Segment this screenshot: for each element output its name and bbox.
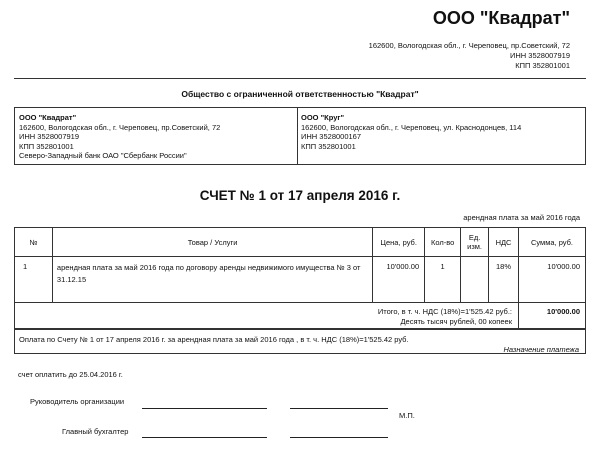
- accountant-label: Главный бухгалтер: [62, 427, 129, 436]
- row-price: 10'000.00: [373, 257, 425, 303]
- supplier-block: [19, 113, 220, 161]
- column-header: НДС: [489, 228, 519, 257]
- accountant-signature-line: [142, 437, 267, 438]
- row-item: арендная плата за май 2016 года по договору аренды недвижимого имущества № 3 от 31.12.15: [52, 257, 372, 303]
- supplier-address: 162600, Вологодская обл., г. Череповец, пр.Советский, 72: [19, 122, 221, 132]
- header-divider: [14, 78, 586, 79]
- company-kpp: КПП 352801001: [515, 61, 570, 71]
- invoice-table: [14, 227, 586, 329]
- buyer-address: 162600, Вологодская обл., г. Череповец, ул. Краснодонцев, 114: [301, 122, 522, 132]
- buyer-block: [301, 113, 521, 151]
- column-header: Цена, руб.: [373, 228, 425, 257]
- director-label: Руководитель организации: [30, 397, 125, 406]
- invoice-subject: арендная плата за май 2016 года: [463, 213, 580, 222]
- buyer-kpp: КПП 352801001: [301, 141, 356, 151]
- stamp-label: М.П.: [399, 411, 415, 420]
- payment-purpose-caption: Назначение платежа: [503, 345, 579, 354]
- organization-full-name: Общество с ограниченной ответственностью "Квадрат": [181, 89, 419, 99]
- column-header: Сумма, руб.: [519, 228, 586, 257]
- accountant-name-line: [290, 437, 388, 438]
- row-vat: 18%: [489, 257, 519, 303]
- company-name: ООО "Квадрат": [432, 8, 570, 28]
- invoice-title: СЧЕТ № 1 от 17 апреля 2016 г.: [199, 188, 401, 203]
- column-header: №: [15, 228, 53, 257]
- buyer-inn: ИНН 3528000167: [301, 132, 362, 142]
- totals-vat-line: Итого, в т. ч. НДС (18%)=1'525.42 руб.:: [377, 307, 512, 316]
- table-header-row: [15, 228, 586, 257]
- supplier-inn: ИНН 3528007919: [19, 132, 80, 142]
- totals-row: [15, 303, 586, 329]
- column-header: Кол-во: [425, 228, 461, 257]
- row-unit: [461, 257, 489, 303]
- parties-divider: [297, 108, 298, 164]
- column-header: Ед. изм.: [461, 228, 489, 257]
- company-details: [369, 41, 570, 72]
- company-inn: ИНН 3528007919: [509, 51, 570, 61]
- supplier-name: ООО "Квадрат": [19, 113, 77, 122]
- table-row: [15, 257, 586, 303]
- row-sum: 10'000.00: [519, 257, 586, 303]
- supplier-bank: Северо-Западный банк ОАО "Сбербанк России": [19, 151, 187, 161]
- supplier-kpp: КПП 352801001: [19, 141, 74, 151]
- totals-cell: [15, 303, 519, 329]
- payment-purpose-text: Оплата по Счету № 1 от 17 апреля 2016 г. за арендная плата за май 2016 года , в т. ч. НДС (18%)=1'525.42 руб.: [19, 335, 409, 344]
- payment-purpose-box: [14, 329, 586, 354]
- totals-in-words: Десять тысяч рублей, 00 копеек: [400, 317, 512, 326]
- row-qty: 1: [425, 257, 461, 303]
- company-address: 162600, Вологодская обл., г. Череповец, пр.Советский, 72: [368, 41, 570, 50]
- column-header: Товар / Услуги: [52, 228, 372, 257]
- director-signature-line: [142, 408, 267, 409]
- buyer-name: ООО "Круг": [301, 113, 345, 122]
- total-sum: 10'000.00: [519, 303, 586, 329]
- parties-box: [14, 107, 586, 165]
- director-name-line: [290, 408, 388, 409]
- due-date: счет оплатить до 25.04.2016 г.: [18, 370, 123, 379]
- row-number: 1: [15, 257, 53, 303]
